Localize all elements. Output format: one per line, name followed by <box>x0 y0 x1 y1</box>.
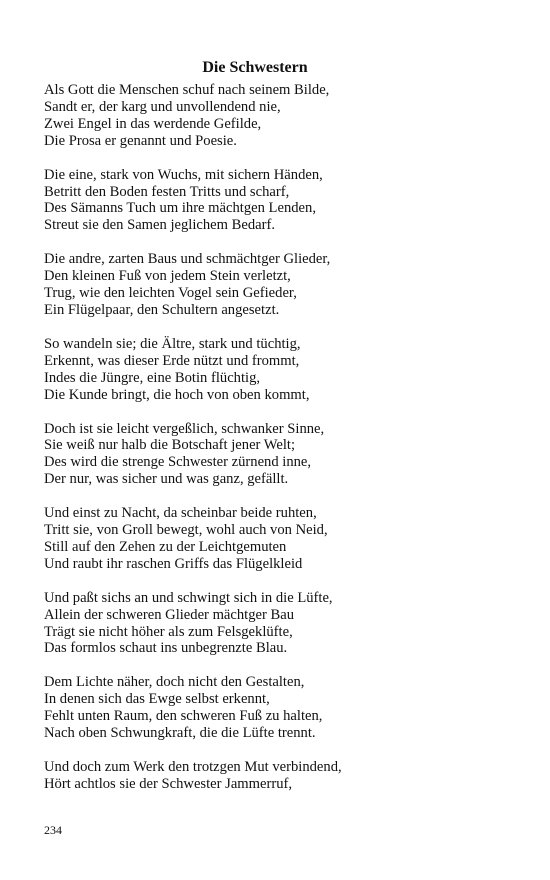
poem-line: Ein Flügelpaar, den Schultern angesetzt. <box>44 301 280 318</box>
stanza <box>44 505 514 573</box>
poem-body <box>44 82 514 810</box>
poem-line: Indes die Jüngre, eine Botin flüchtig, <box>44 369 261 386</box>
poem-line: Das formlos schaut ins unbegrenzte Blau. <box>44 640 288 657</box>
stanza <box>44 590 514 658</box>
poem-line: Und raubt ihr raschen Griffs das Flügelkleid <box>44 555 303 572</box>
poem-line: Die andre, zarten Baus und schmächtger Glieder, <box>44 251 331 268</box>
poem-line: Fehlt unten Raum, den schweren Fuß zu halten, <box>44 708 323 725</box>
stanza <box>44 759 514 793</box>
stanza <box>44 167 514 235</box>
stanza <box>44 674 514 742</box>
poem-line: Tritt sie, von Groll bewegt, wohl auch von Neid, <box>44 522 328 539</box>
poem-line: Den kleinen Fuß von jedem Stein verletzt, <box>44 268 291 285</box>
stanza <box>44 251 514 319</box>
stanza <box>44 421 514 489</box>
poem-line: Als Gott die Menschen schuf nach seinem Bilde, <box>44 82 330 98</box>
poem-line: Still auf den Zehen zu der Leichtgemuten <box>44 538 287 555</box>
stanza <box>44 336 514 404</box>
page-number: 234 <box>44 823 62 837</box>
poem-line: Die Kunde bringt, die hoch von oben kommt, <box>44 386 310 403</box>
poem-title: Die Schwestern <box>202 59 308 76</box>
poem-line: In denen sich das Ewge selbst erkennt, <box>44 691 270 708</box>
stanza <box>44 82 514 150</box>
poem-line: Der nur, was sicher und was ganz, gefällt. <box>44 471 289 488</box>
poem-line: Sie weiß nur halb die Botschaft jener Welt; <box>44 437 296 454</box>
poem-line: Hört achtlos sie der Schwester Jammerruf, <box>44 775 293 792</box>
poem-line: Und einst zu Nacht, da scheinbar beide ruhten, <box>44 505 317 522</box>
poem-line: Und paßt sichs an und schwingt sich in die Lüfte, <box>44 589 333 606</box>
poem-line: Die Prosa er genannt und Poesie. <box>44 132 237 149</box>
poem-line: Doch ist sie leicht vergeßlich, schwanker Sinne, <box>44 420 325 437</box>
poem-line: Die eine, stark von Wuchs, mit sichern Händen, <box>44 166 323 183</box>
poem-line: Zwei Engel in das werdende Gefilde, <box>44 115 262 132</box>
poem-line: Und doch zum Werk den trotzgen Mut verbindend, <box>44 759 342 775</box>
poem-line: Des wird die strenge Schwester zürnend inne, <box>44 454 312 471</box>
poem-line: Trägt sie nicht höher als zum Felsgeklüfte, <box>44 623 293 640</box>
poem-line: Nach oben Schwungkraft, die die Lüfte trennt. <box>44 725 316 742</box>
poem-line: Allein der schweren Glieder mächtger Bau <box>44 606 295 623</box>
poem-line: Des Sämanns Tuch um ihre mächtgen Lenden, <box>44 200 316 217</box>
poem-line: Streut sie den Samen jeglichem Bedarf. <box>44 217 275 234</box>
poem-line: Trug, wie den leichten Vogel sein Gefieder, <box>44 285 297 302</box>
poem-line: So wandeln sie; die Ältre, stark und tüchtig, <box>44 335 301 352</box>
poem-line: Betritt den Boden festen Tritts und scharf, <box>44 183 290 200</box>
poem-line: Erkennt, was dieser Erde nützt und frommt, <box>44 352 300 369</box>
poem-line: Sandt er, der karg und unvollendend nie, <box>44 98 281 115</box>
poem-line: Dem Lichte näher, doch nicht den Gestalten, <box>44 674 305 691</box>
